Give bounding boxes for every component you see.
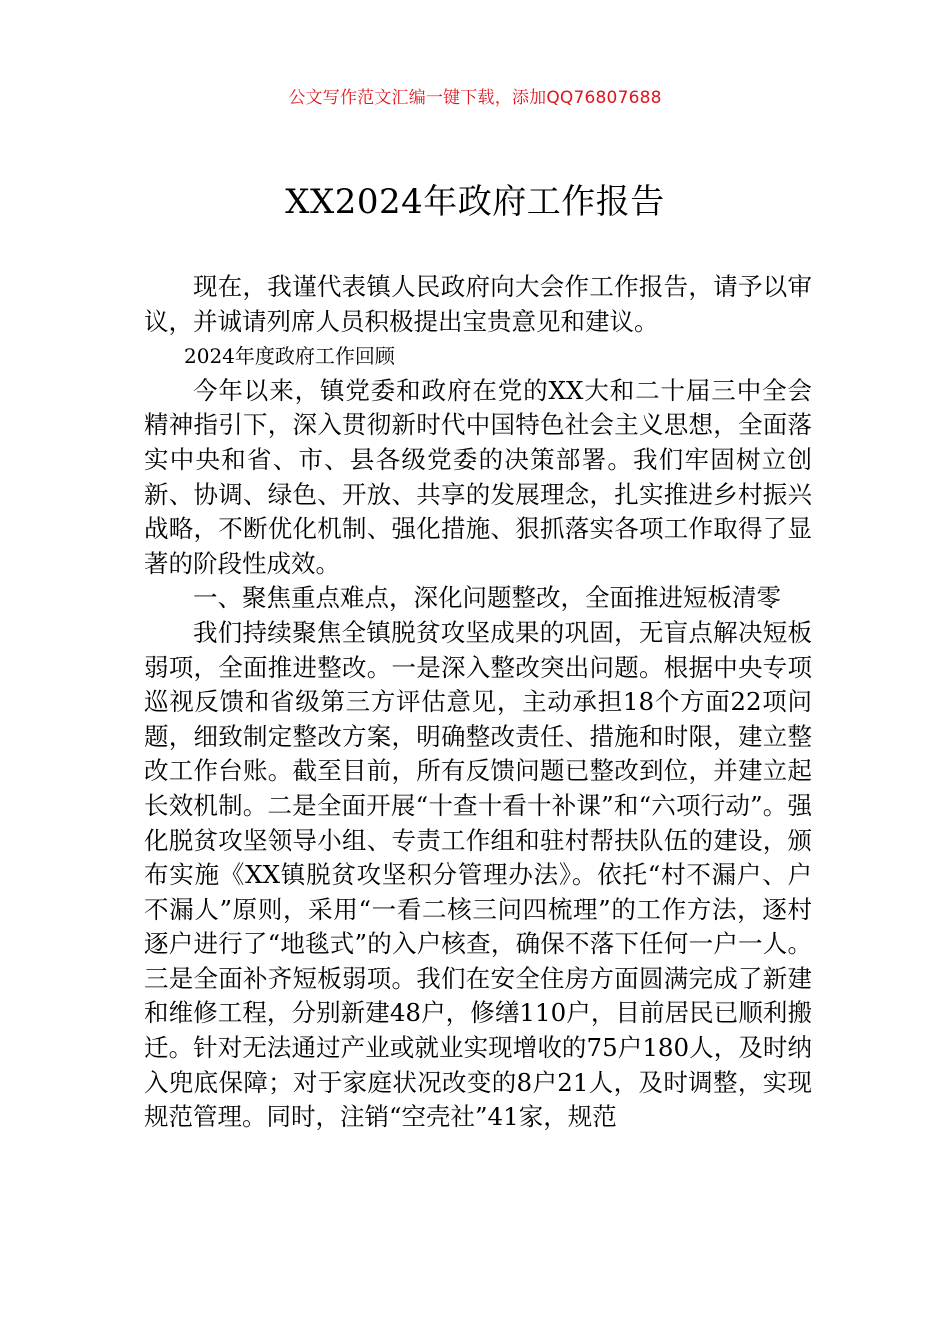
section-heading-review: 2024年度政府工作回顾: [184, 344, 395, 369]
download-banner: 公文写作范文汇编一键下载，添加QQ76807688: [288, 88, 662, 108]
paragraph-section-one: 我们持续聚焦全镇脱贫攻坚成果的巩固，无盲点解决短板弱项，全面推进整改。一是深入整改突出问题。根据中央专项巡视反馈和省级第三方评估意见，主动承担18个方面22项问题，细致制定整改方案，明确整改责任、措施和时限，建立整改工作台账。截至目前，所有反馈问题已整改到位，并建立起长效机制。二是全面开展“十查十看十补课”和“六项行动”。强化脱贫攻坚领导小组、专责工作组和驻村帮扶队伍的建设，颁布实施《XX镇脱贫攻坚积分管理办法》。依托“村不漏户、户不漏人”原则，采用“一看二核三问四梳理”的工作方法，逐村逐户进行了“地毯式”的入户核查，确保不落下任何一户一人。三是全面补齐短板弱项。我们在安全住房方面圆满完成了新建和维修工程，分别新建48户，修缮110户，目前居民已顺利搬迁。针对无法通过产业或就业实现增收的75户180人，及时纳入兜底保障；对于家庭状况改变的8户21人，及时调整，实现规范管理。同时，注销“空壳社”41家，规范: [144, 617, 812, 1132]
paragraph-overview: 今年以来，镇党委和政府在党的XX大和二十届三中全会精神指引下，深入贯彻新时代中国特色社会主义思想，全面落实中央和省、市、县各级党委的决策部署。我们牢固树立创新、协调、绿色、开放、共享的发展理念，扎实推进乡村振兴战略，不断优化机制、强化措施、狠抓落实各项工作取得了显著的阶段性成效。: [144, 375, 812, 578]
document-body: [144, 270, 812, 1135]
document-title: XX2024年政府工作报告: [285, 182, 665, 222]
paragraph-intro: 现在，我谨代表镇人民政府向大会作工作报告，请予以审议，并诚请列席人员积极提出宝贵意见和建议。: [144, 272, 812, 336]
section-heading-one: 一、聚焦重点难点，深化问题整改，全面推进短板清零: [193, 583, 781, 613]
